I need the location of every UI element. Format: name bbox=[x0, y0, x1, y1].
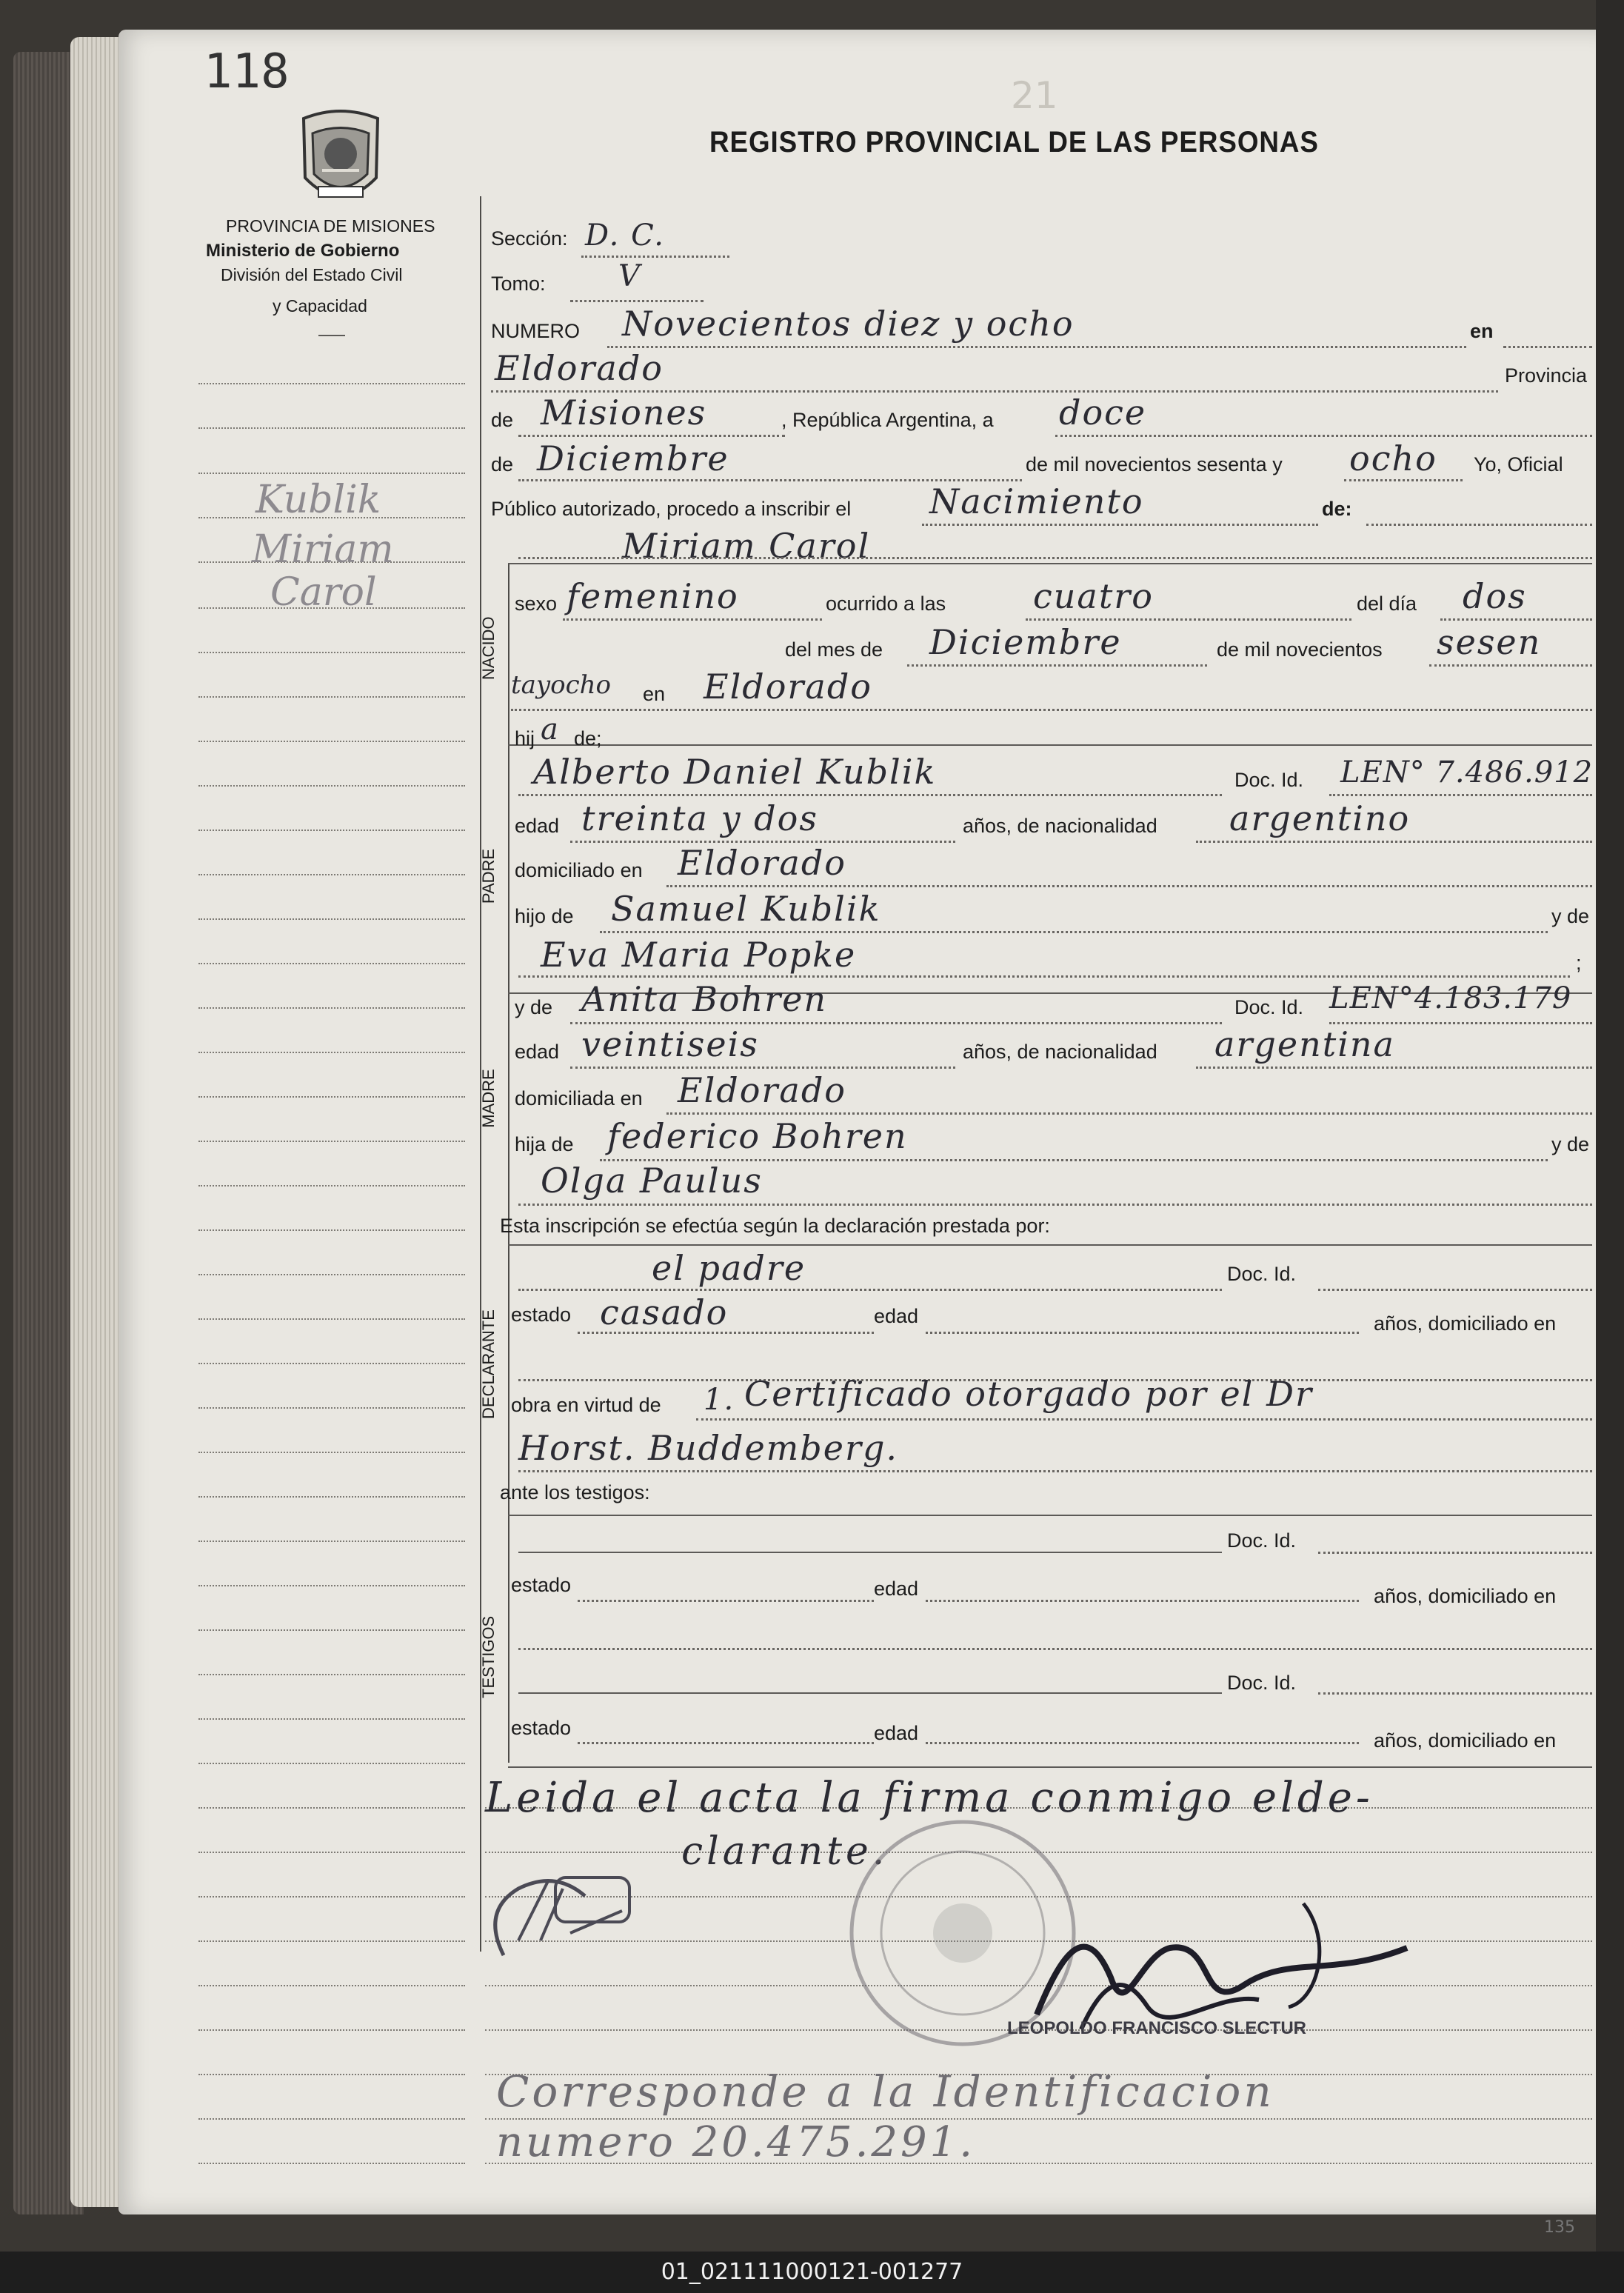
margin-rule bbox=[198, 1763, 465, 1764]
label-t2-anios: años, domiciliado en bbox=[1374, 1729, 1557, 1752]
margin-note-surname: Kublik bbox=[255, 478, 381, 522]
obra-line bbox=[696, 1418, 1592, 1421]
t2-edad-line bbox=[926, 1742, 1359, 1744]
label-del-dia: del día bbox=[1357, 593, 1417, 615]
label-madre-dom: domiciliada en bbox=[515, 1087, 643, 1109]
label-tomo: Tomo: bbox=[491, 273, 546, 295]
margin-rule bbox=[198, 1985, 465, 1986]
section-label-border bbox=[508, 563, 509, 1763]
label-decl-edad: edad bbox=[874, 1305, 919, 1327]
t2-estado-line bbox=[578, 1742, 874, 1744]
label-madre-doc: Doc. Id. bbox=[1234, 996, 1304, 1018]
value-anio-nac-1: sesen bbox=[1437, 622, 1542, 662]
value-hora: cuatro bbox=[1033, 576, 1154, 616]
value-madre-madre: Olga Paulus bbox=[541, 1161, 763, 1201]
id-note-line2: numero 20.475.291. bbox=[496, 2118, 976, 2166]
numero-line bbox=[607, 346, 1466, 348]
padre-madre-line bbox=[518, 975, 1570, 978]
margin-rule bbox=[198, 1407, 465, 1409]
seccion-line bbox=[581, 256, 729, 258]
margin-rule bbox=[198, 963, 465, 964]
label-padre-y-de: y de bbox=[1551, 905, 1590, 927]
value-mes: Diciembre bbox=[537, 438, 729, 478]
label-en-nac: en bbox=[643, 683, 666, 705]
dia-nac-line bbox=[1440, 618, 1592, 621]
header-division: División del Estado Civil bbox=[221, 265, 403, 284]
margin-rule bbox=[198, 696, 465, 698]
value-madre-nac: argentina bbox=[1214, 1024, 1395, 1064]
side-label-declarante: DECLARANTE bbox=[479, 1309, 498, 1419]
hora-line bbox=[1026, 618, 1351, 621]
declarante-line bbox=[518, 1289, 1222, 1291]
label-mil-novecientos: de mil novecientos sesenta y bbox=[1026, 453, 1283, 475]
side-label-madre: MADRE bbox=[479, 1069, 498, 1128]
provincia-line bbox=[518, 435, 785, 437]
closing-statement-line1: Leida el acta la firma conmigo elde- bbox=[485, 1774, 1374, 1822]
margin-rule bbox=[198, 1896, 465, 1898]
label-declarante-doc: Doc. Id. bbox=[1227, 1263, 1297, 1285]
label-sexo: sexo bbox=[515, 593, 558, 615]
label-obra: obra en virtud de bbox=[511, 1394, 661, 1416]
padre-top-rule bbox=[508, 744, 1592, 746]
value-sexo: femenino bbox=[567, 576, 739, 616]
margin-rule bbox=[198, 1718, 465, 1720]
value-obra-2: Horst. Buddemberg. bbox=[518, 1428, 899, 1468]
label-testigo1-doc: Doc. Id. bbox=[1227, 1529, 1297, 1552]
value-madre-doc: LEN°4.183.179 bbox=[1329, 981, 1572, 1015]
sexo-line bbox=[563, 618, 822, 621]
margin-rule bbox=[198, 1585, 465, 1586]
margin-rule bbox=[198, 1274, 465, 1275]
header-capacidad: y Capacidad bbox=[273, 296, 367, 316]
image-caption-bar bbox=[0, 2252, 1624, 2293]
anio-nac-line bbox=[1429, 664, 1592, 667]
label-yo-oficial: Yo, Oficial bbox=[1474, 453, 1563, 475]
en-line bbox=[1503, 346, 1592, 348]
margin-rule bbox=[198, 1452, 465, 1453]
margin-rule bbox=[198, 1496, 465, 1498]
mes-nac-line bbox=[907, 664, 1207, 667]
document-title: REGISTRO PROVINCIAL DE LAS PERSONAS bbox=[709, 126, 1319, 158]
margin-rule bbox=[198, 1629, 465, 1631]
margin-note-name: Miriam bbox=[252, 527, 394, 572]
label-hij: hij bbox=[515, 727, 535, 750]
label-t2-edad: edad bbox=[874, 1722, 919, 1744]
value-seccion: D. C. bbox=[585, 218, 665, 253]
obra-line-2 bbox=[518, 1470, 1592, 1472]
label-del-mes: del mes de bbox=[785, 638, 883, 661]
value-padre-edad: treinta y dos bbox=[581, 798, 818, 838]
testigos-bottom-rule bbox=[508, 1766, 1592, 1768]
label-ante: ante los testigos: bbox=[500, 1481, 650, 1503]
margin-rule bbox=[198, 2163, 465, 2164]
madre-nac-line bbox=[1196, 1067, 1592, 1069]
padre-padre-line bbox=[600, 931, 1548, 933]
label-madre-y-de: y de bbox=[515, 996, 553, 1018]
label-seccion: Sección: bbox=[491, 227, 568, 250]
label-t1-estado: estado bbox=[511, 1574, 572, 1596]
official-name-stamp: LEOPOLDO FRANCISCO SLECTUR bbox=[1007, 2018, 1307, 2038]
margin-note-name2: Carol bbox=[270, 570, 377, 615]
corner-mark: 135 bbox=[1544, 2218, 1575, 2237]
value-acto: Nacimiento bbox=[929, 481, 1144, 521]
label-de-mes: de bbox=[491, 453, 514, 475]
margin-rule bbox=[198, 1141, 465, 1142]
label-de-mil: de mil novecientos bbox=[1217, 638, 1383, 661]
testigo2-doc-line bbox=[1318, 1692, 1592, 1695]
decl-estado-line bbox=[578, 1332, 874, 1334]
label-de-prov: de bbox=[491, 409, 514, 431]
value-anio-nac-2: tayocho bbox=[511, 670, 612, 700]
value-padre-padre: Samuel Kublik bbox=[611, 889, 881, 929]
margin-rule bbox=[198, 785, 465, 787]
label-madre-edad: edad bbox=[515, 1041, 560, 1063]
label-numero: NUMERO bbox=[491, 320, 580, 342]
padre-dom-line bbox=[666, 885, 1592, 887]
value-anio: ocho bbox=[1349, 438, 1437, 478]
testigo2-line bbox=[518, 1692, 1222, 1694]
margin-rule bbox=[198, 1940, 465, 1942]
value-numero: Novecientos diez y ocho bbox=[622, 304, 1075, 344]
page-number: 118 bbox=[204, 44, 290, 99]
header-ministerio: Ministerio de Gobierno bbox=[206, 241, 400, 261]
declarante-top-rule bbox=[508, 1244, 1592, 1246]
value-obra-num: 1. bbox=[704, 1383, 735, 1417]
value-padre-nombre: Alberto Daniel Kublik bbox=[533, 752, 937, 792]
madre-dom-line bbox=[666, 1112, 1592, 1115]
t1-dom-line bbox=[518, 1648, 1592, 1650]
label-t1-edad: edad bbox=[874, 1578, 919, 1600]
margin-rule bbox=[198, 918, 465, 920]
label-madre-y-de2: y de bbox=[1551, 1133, 1590, 1155]
label-t2-estado: estado bbox=[511, 1717, 572, 1739]
margin-rule bbox=[198, 1363, 465, 1364]
value-lugar: Eldorado bbox=[495, 348, 664, 388]
testigos-top-rule bbox=[508, 1515, 1592, 1516]
anio-line bbox=[1344, 479, 1463, 481]
value-declarante: el padre bbox=[652, 1248, 806, 1288]
value-lugar-nac: Eldorado bbox=[704, 667, 872, 707]
value-padre-nac: argentino bbox=[1229, 798, 1411, 838]
margin-rule bbox=[198, 874, 465, 875]
label-ocurrido: ocurrido a las bbox=[826, 593, 946, 615]
image-filename: 01_021111000121-001277 bbox=[661, 2259, 963, 2285]
label-esta-inscripcion: Esta inscripción se efectúa según la declaración prestada por: bbox=[500, 1215, 1050, 1237]
padre-doc-line bbox=[1329, 794, 1592, 796]
closing-statement-line2: clarante. bbox=[681, 1829, 889, 1874]
label-republica: , República Argentina, a bbox=[781, 409, 994, 431]
margin-rule bbox=[198, 1007, 465, 1009]
value-provincia: Misiones bbox=[541, 393, 707, 433]
label-provincia: Provincia bbox=[1505, 364, 1588, 387]
label-hij-de: de; bbox=[574, 727, 602, 750]
margin-rule bbox=[198, 1185, 465, 1186]
small-stamp-icon bbox=[474, 1866, 644, 1963]
label-padre-nac: años, de nacionalidad bbox=[963, 815, 1157, 837]
padre-nac-line bbox=[1196, 841, 1592, 843]
label-decl-anios: años, domiciliado en bbox=[1374, 1312, 1557, 1335]
margin-rule bbox=[198, 741, 465, 742]
value-dia-nac: dos bbox=[1463, 576, 1527, 616]
margin-rule bbox=[198, 1852, 465, 1853]
margin-rule bbox=[198, 2029, 465, 2031]
de-line bbox=[1366, 524, 1592, 526]
margin-rule bbox=[198, 1318, 465, 1320]
label-padre-edad: edad bbox=[515, 815, 560, 837]
label-testigo2-doc: Doc. Id. bbox=[1227, 1672, 1297, 1694]
label-de-colon: de: bbox=[1322, 498, 1352, 520]
margin-rule bbox=[198, 1229, 465, 1231]
t1-edad-line bbox=[926, 1600, 1359, 1602]
margin-rule bbox=[198, 2074, 465, 2075]
acto-line bbox=[922, 524, 1318, 526]
side-label-padre: PADRE bbox=[479, 848, 498, 904]
faint-folio-number: 21 bbox=[1011, 74, 1058, 117]
margin-rule bbox=[198, 2118, 465, 2120]
label-madre-nac: años, de nacionalidad bbox=[963, 1041, 1157, 1063]
lugar-nac-line bbox=[511, 709, 1592, 711]
value-madre-dom: Eldorado bbox=[678, 1070, 846, 1110]
margin-rule bbox=[198, 383, 465, 384]
label-t1-anios: años, domiciliado en bbox=[1374, 1585, 1557, 1607]
provincial-seal-icon bbox=[289, 104, 392, 215]
margin-rule bbox=[198, 427, 465, 429]
value-madre-padre: federico Bohren bbox=[607, 1116, 908, 1156]
label-madre-hija-de: hija de bbox=[515, 1133, 574, 1155]
padre-nombre-line bbox=[518, 794, 1222, 796]
value-tomo: V bbox=[618, 259, 641, 293]
value-hij-suffix: a bbox=[541, 712, 560, 747]
label-padre-dom: domiciliado en bbox=[515, 859, 643, 881]
margin-rule bbox=[198, 1674, 465, 1675]
margin-rule bbox=[198, 473, 465, 474]
declarante-doc-line bbox=[1318, 1289, 1592, 1291]
tomo-line bbox=[570, 300, 704, 302]
margin-rule bbox=[198, 652, 465, 653]
book-cover-edge bbox=[1596, 0, 1624, 2252]
dia-line bbox=[1055, 435, 1592, 437]
margin-rule bbox=[198, 1096, 465, 1098]
side-label-nacido: NACIDO bbox=[479, 616, 498, 680]
value-obra-1: Certificado otorgado por el Dr bbox=[744, 1374, 1313, 1414]
value-mes-nac: Diciembre bbox=[929, 622, 1122, 662]
side-label-testigos: TESTIGOS bbox=[479, 1615, 498, 1698]
header-provincia: PROVINCIA DE MISIONES bbox=[226, 216, 435, 236]
madre-madre-line bbox=[518, 1204, 1592, 1206]
margin-rule bbox=[198, 830, 465, 831]
value-madre-nombre: Anita Bohren bbox=[581, 979, 828, 1019]
value-padre-doc: LEN° 7.486.912 bbox=[1340, 755, 1594, 790]
testigo1-doc-line bbox=[1318, 1552, 1592, 1554]
label-decl-estado: estado bbox=[511, 1304, 572, 1326]
padre-semicolon: ; bbox=[1576, 952, 1582, 974]
nombre-line bbox=[518, 557, 1592, 559]
label-publico: Público autorizado, procedo a inscribir el bbox=[491, 498, 852, 520]
value-madre-edad: veintiseis bbox=[581, 1024, 759, 1064]
margin-rule bbox=[198, 1807, 465, 1809]
t1-estado-line bbox=[578, 1600, 874, 1602]
margin-rule bbox=[198, 1541, 465, 1542]
value-nombre: Miriam Carol bbox=[622, 526, 871, 566]
id-note-line1: Corresponde a la Identificacion bbox=[496, 2066, 1274, 2117]
label-padre-doc: Doc. Id. bbox=[1234, 769, 1304, 791]
testigo1-line bbox=[518, 1552, 1222, 1553]
header-divider bbox=[318, 335, 345, 336]
value-padre-dom: Eldorado bbox=[678, 843, 846, 883]
decl-edad-line bbox=[926, 1332, 1359, 1334]
madre-edad-line bbox=[570, 1067, 955, 1069]
value-dia: doce bbox=[1059, 393, 1147, 433]
margin-rule bbox=[198, 1052, 465, 1053]
label-en: en bbox=[1470, 320, 1494, 342]
value-padre-madre: Eva Maria Popke bbox=[541, 935, 857, 975]
value-decl-estado: casado bbox=[600, 1292, 729, 1332]
label-padre-hijo-de: hijo de bbox=[515, 905, 574, 927]
